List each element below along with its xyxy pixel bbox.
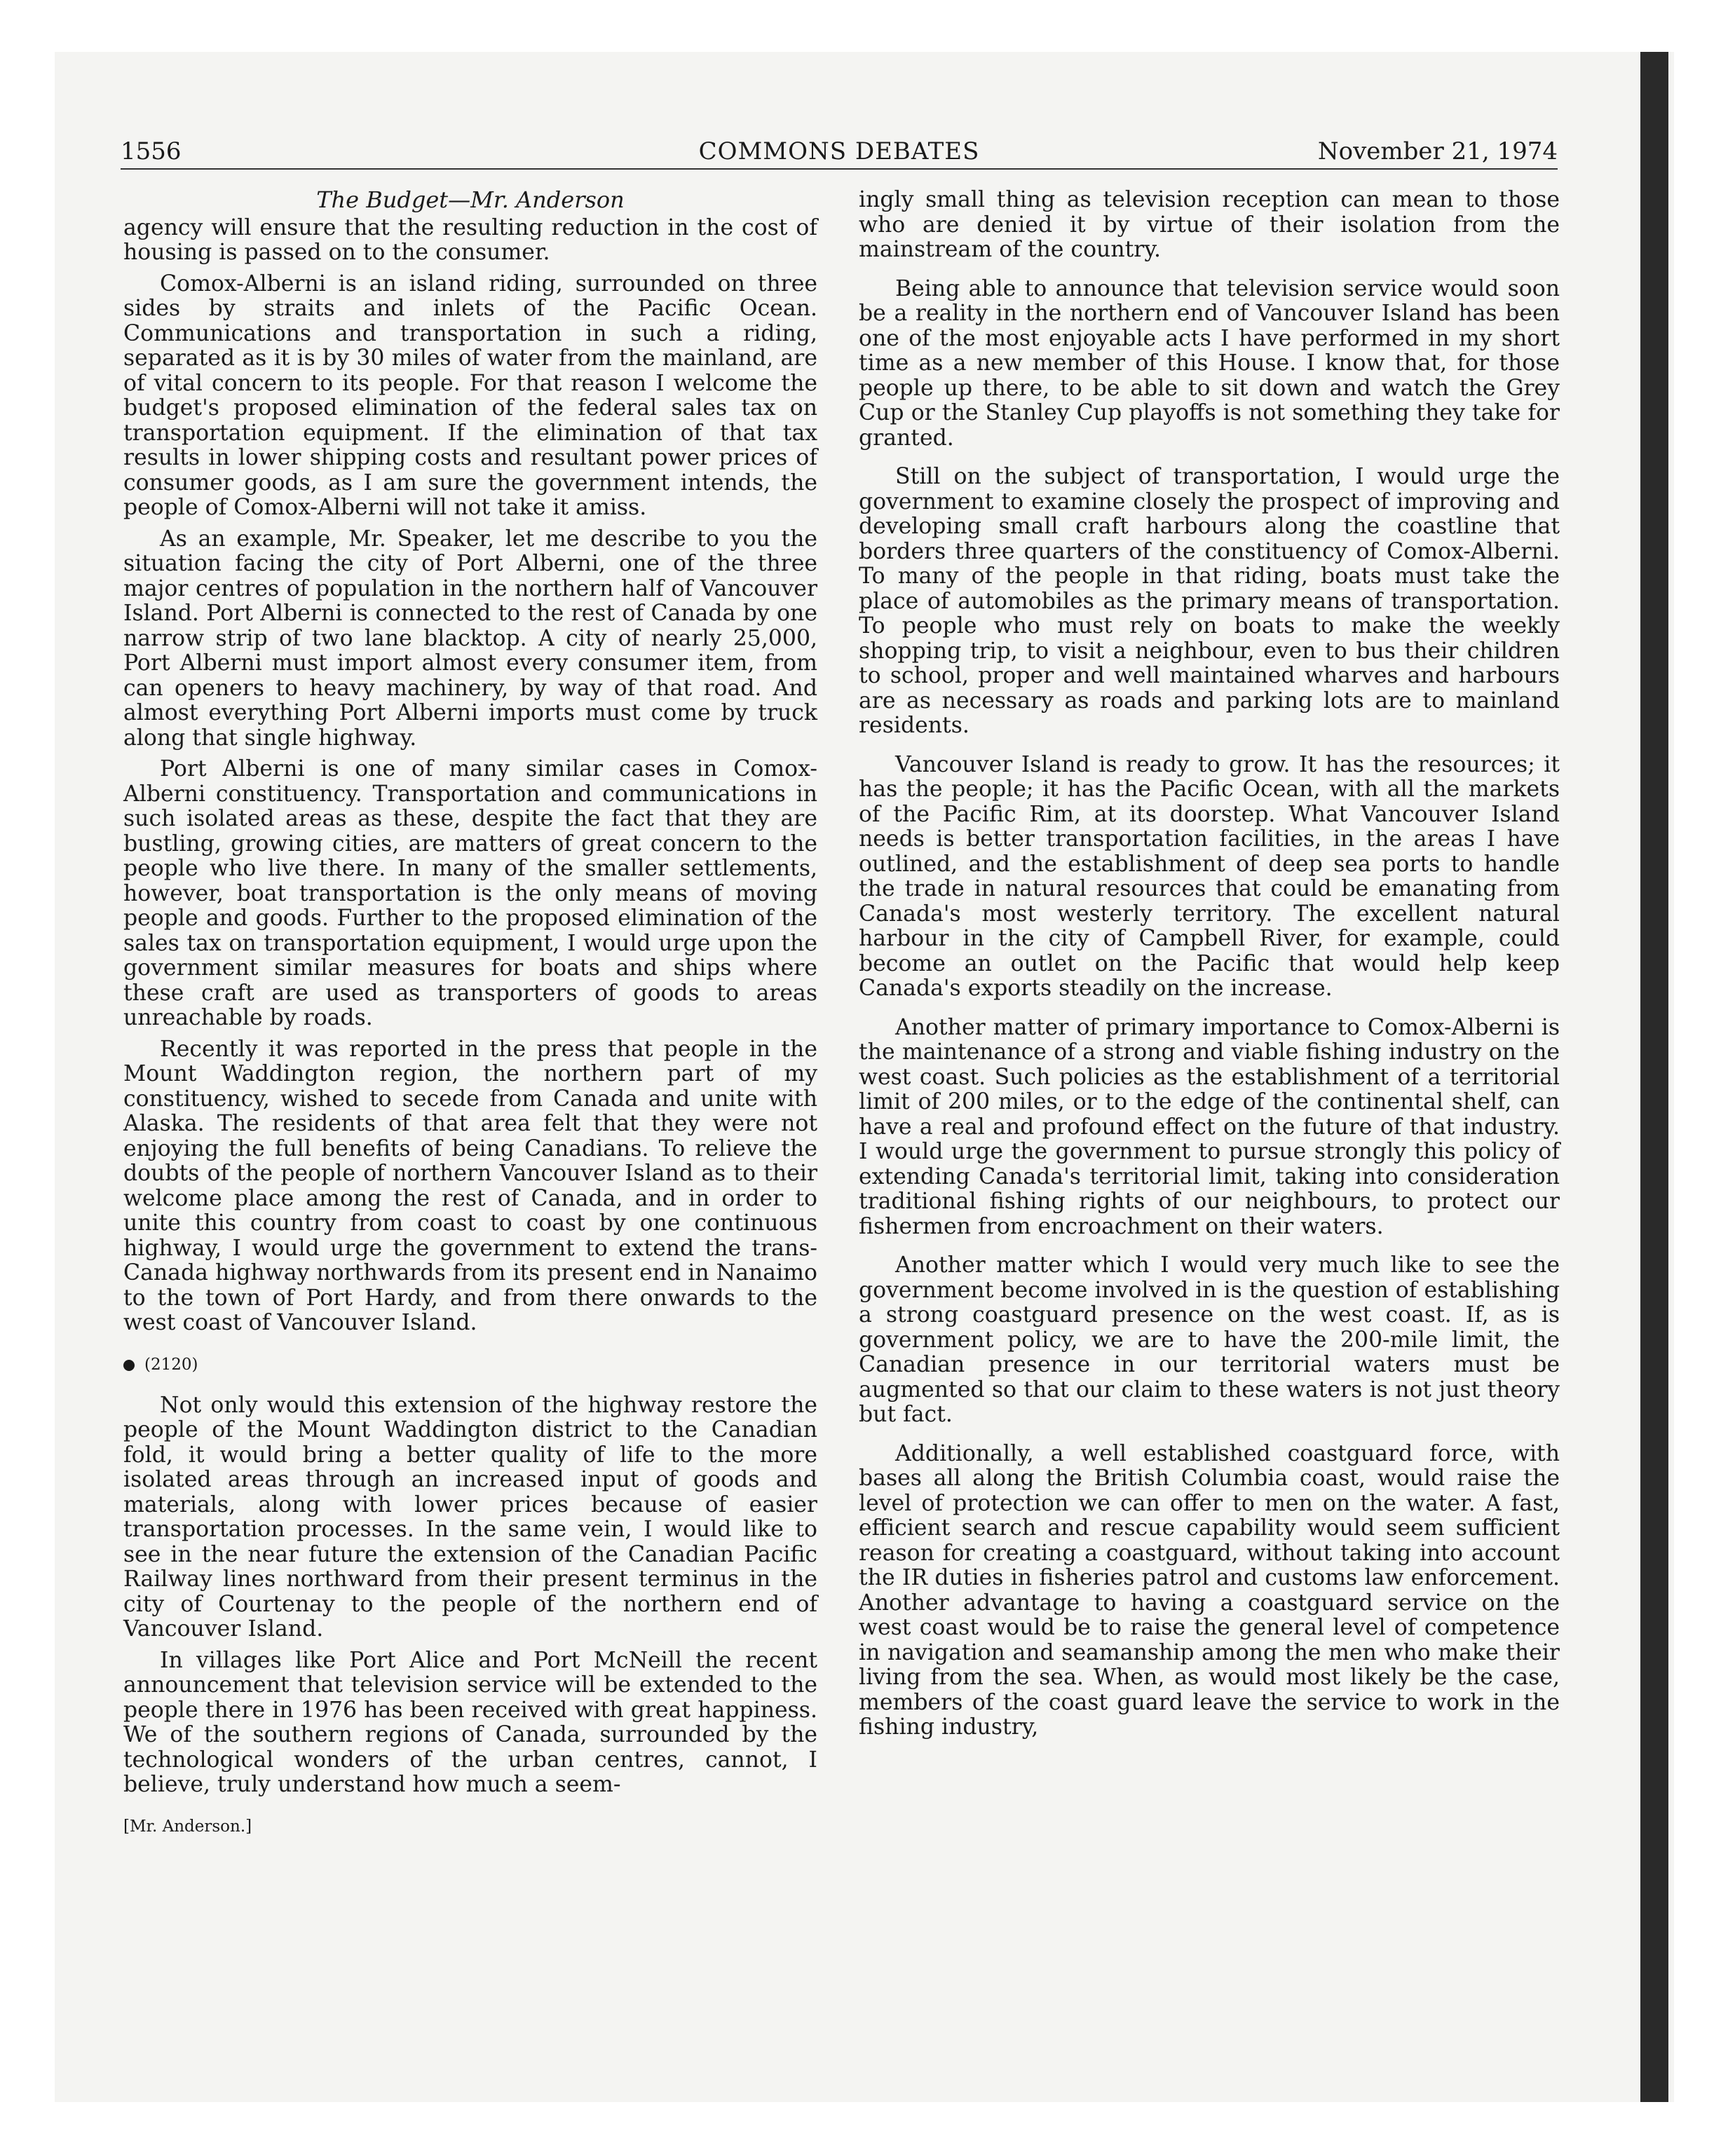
paragraph: Port Alberni is one of many similar cases in Comox-Alberni constituency. Transportation and communications in such isolated areas as these, despite the fact that they are bustling, growing cities, are matters of great concern to the people who live there. In many of the smaller settlements, however, boat transportation is the only means of moving people and goods. Further to the proposed elimination of the sales tax on transportation equipment, I would urge upon the government similar measures for boats and ships where these craft are used as transporters of goods to areas unreachable by roads.	[123, 756, 817, 1030]
bullet-icon	[123, 1360, 135, 1371]
paragraph: In villages like Port Alice and Port McNeill the recent announcement that television service will be extended to the people there in 1976 has been received with great happiness. We of the southern regions of Canada, surrounded by the technological wonders of the urban centres, cannot, I believe, truly understand how much a seem-	[123, 1647, 817, 1797]
paragraph: agency will ensure that the resulting reduction in the cost of housing is passed on to the consumer.	[123, 214, 817, 265]
right-column	[859, 188, 1560, 1740]
paragraph: As an example, Mr. Speaker, let me describe to you the situation facing the city of Port Alberni, one of the three major centres of population in the northern half of Vancouver Island. Port Alberni is connected to the rest of Canada by one narrow strip of two lane blacktop. A city of nearly 25,000, Port Alberni must import almost every consumer item, from can openers to heavy machinery, by way of that road. And almost everything Port Alberni imports must come by truck along that single highway.	[123, 526, 817, 751]
speaker-tag: [Mr. Anderson.]	[123, 1817, 252, 1836]
paragraph: Additionally, a well established coastguard force, with bases all along the British Columbia coast, would raise the level of protection we can offer to men on the water. A fast, efficient search and rescue capability would seem sufficient reason for creating a coastguard, without taking into account the IR duties in fisheries patrol and customs law enforcement. Another advantage to having a coastguard service on the west coast would be to raise the general level of competence in navigation and seamanship among the men who make their living from the sea. When, as would most likely be the case, members of the coast guard leave the service to work in the fishing industry,	[859, 1440, 1560, 1740]
running-header	[121, 137, 1558, 170]
paragraph: Recently it was reported in the press that people in the Mount Waddington region, the northern part of my constituency, wished to secede from Canada and unite with Alaska. The residents of that area felt that they were not enjoying the full benefits of being Canadians. To relieve the doubts of the people of northern Vancouver Island as to their welcome place among the rest of Canada, and in order to unite this country from coast to coast by one continuous highway, I would urge the government to extend the trans-Canada highway northwards from its present end in Nanaimo to the town of Port Hardy, and from there onwards to the west coast of Vancouver Island.	[123, 1036, 817, 1335]
section-subhead: The Budget—Mr. Anderson	[316, 186, 625, 213]
paragraph: Being able to announce that television service would soon be a reality in the northern end of Vancouver Island has been one of the most enjoyable acts I have performed in my short time as a new member of this House. I know that, for those people up there, to be able to sit down and watch the Grey Cup or the Stanley Cup playoffs is not something they take for granted.	[859, 275, 1560, 451]
paragraph: Not only would this extension of the highway restore the people of the Mount Waddington district to the Canadian fold, it would bring a better quality of life to the more isolated areas through an increased input of goods and materials, along with lower prices because of easier transportation processes. In the same vein, I would like to see in the near future the extension of the Canadian Pacific Railway lines northward from their present terminus in the city of Courtenay to the people of the northern end of Vancouver Island.	[123, 1392, 817, 1642]
paragraph: Another matter of primary importance to Comox-Alberni is the maintenance of a strong and viable fishing industry on the west coast. Such policies as the establishment of a territorial limit of 200 miles, or to the edge of the continental shelf, can have a real and profound effect on the future of that industry. I would urge the government to pursue strongly this policy of extending Canada's territorial limit, taking into consideration traditional fishing rights of our neighbours, to protect our fishermen from encroachment on their waters.	[859, 1014, 1560, 1239]
paragraph: Vancouver Island is ready to grow. It has the resources; it has the people; it has the Pacific Ocean, with all the markets of the Pacific Rim, at its doorstep. What Vancouver Island needs is better transportation facilities, in the areas I have outlined, and the establishment of deep sea ports to handle the trade in natural resources that could be emanating from Canada's most westerly territory. The excellent natural harbour in the city of Campbell River, for example, could become an outlet on the Pacific that would help keep Canada's exports steadily on the increase.	[859, 751, 1560, 1001]
paragraph: Comox-Alberni is an island riding, surrounded on three sides by straits and inlets of the Pacific Ocean. Communications and transportation in such a riding, separated as it is by 30 miles of water from the mainland, are of vital concern to its people. For that reason I welcome the budget's proposed elimination of the federal sales tax on transportation equipment. If the elimination of that tax results in lower shipping costs and resultant power prices of consumer goods, as I am sure the government intends, the people of Comox-Alberni will not take it amiss.	[123, 271, 817, 520]
journal-title: COMMONS DEBATES	[698, 137, 980, 165]
paragraph: ingly small thing as television reception can mean to those who are denied it by virtue of their isolation from the mainstream of the country.	[859, 187, 1560, 262]
time-marker-label: (2120)	[144, 1355, 198, 1374]
time-marker	[123, 1354, 817, 1375]
left-column	[123, 188, 817, 1837]
paragraph: Another matter which I would very much like to see the government become involved in is the question of establishing a strong coastguard presence on the west coast. If, as is government policy, we are to have the 200-mile limit, the Canadian presence in our territorial waters must be augmented so that our claim to these waters is not just theory but fact.	[859, 1253, 1560, 1427]
page-edge-shadow	[1640, 52, 1668, 2102]
page-number: 1556	[121, 137, 182, 165]
paragraph: Still on the subject of transportation, I would urge the government to examine closely the prospect of improving and developing small craft harbours along the coastline that borders three quarters of the constituency of Comox-Alberni. To many of the people in that riding, boats must take the place of automobiles as the primary means of transportation. To people who must rely on boats to make the weekly shopping trip, to visit a neighbour, even to bus their children to school, proper and well maintained wharves and harbours are as necessary as roads and parking lots are to mainland residents.	[859, 464, 1560, 738]
header-date: November 21, 1974	[1317, 137, 1558, 165]
